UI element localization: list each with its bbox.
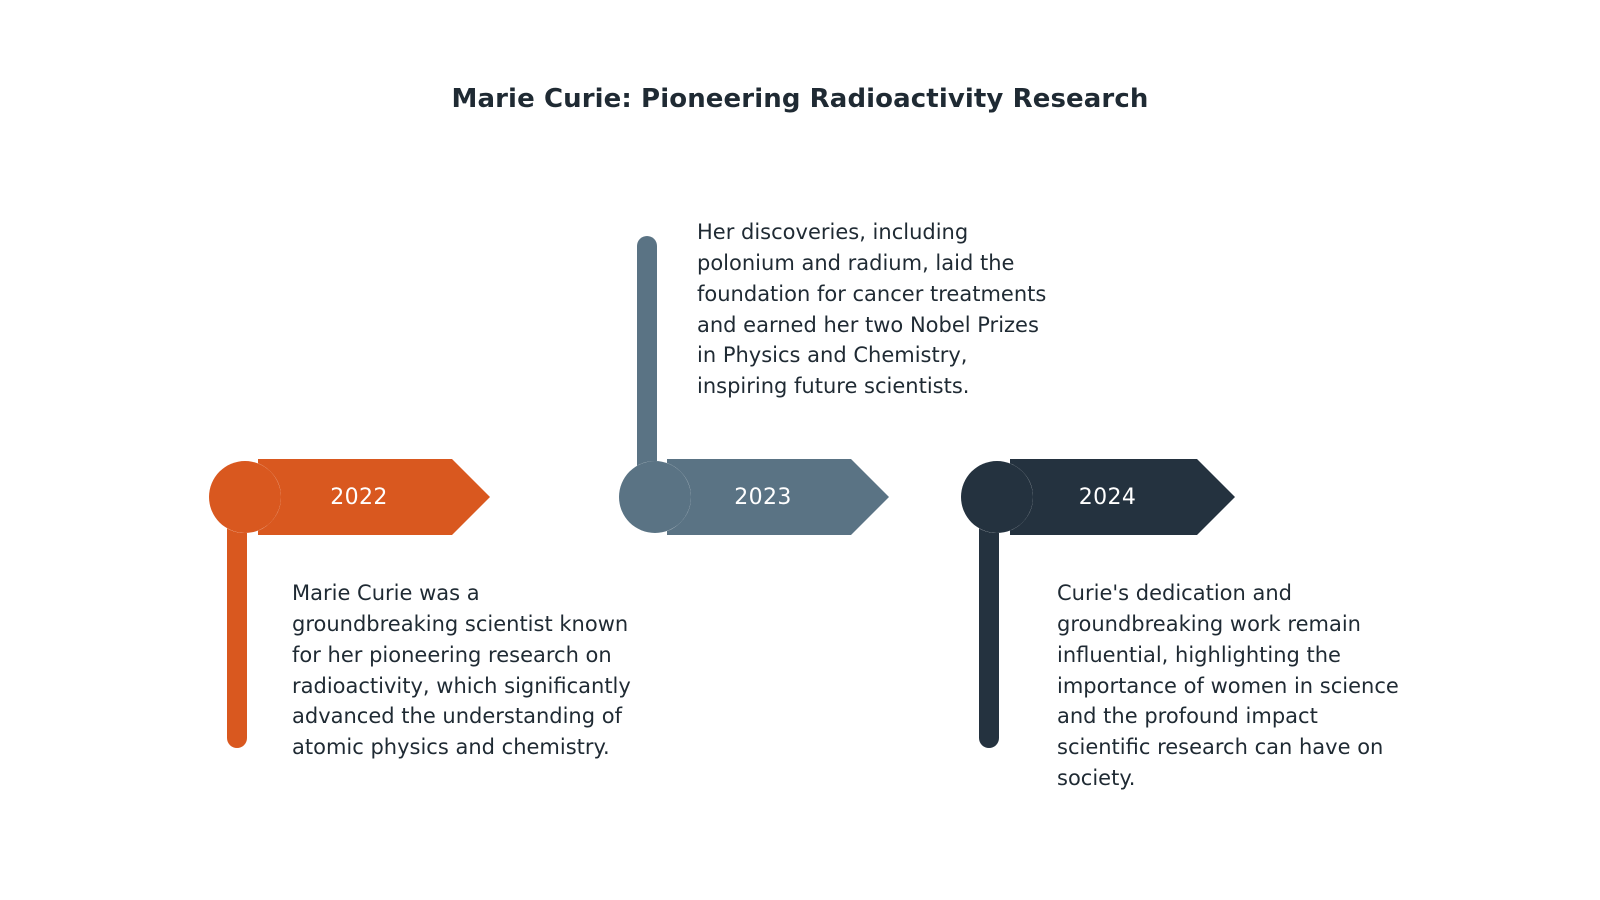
- timeline-year-2022: 2022: [330, 484, 388, 510]
- timeline-marker-2024: [961, 461, 1033, 533]
- timeline-year-2024: 2024: [1078, 484, 1137, 510]
- timeline-description-2023: Her discoveries, including polonium and radium, laid the foundation for cancer treatments and earned her two Nobel Prizes in Physics and Chemistry, inspiring future scientists.: [697, 220, 1047, 399]
- timeline-banner-2023[interactable]: [667, 459, 889, 535]
- page-title: Marie Curie: Pioneering Radioactivity Research: [451, 84, 1149, 114]
- circle-icon: [619, 461, 691, 533]
- circle-icon: [961, 461, 1033, 533]
- circle-icon: [209, 461, 281, 533]
- timeline-description-2022: Marie Curie was a groundbreaking scientist known for her pioneering research on radioactivity, which significantly advanced the understanding of atomic physics and chemistry.: [292, 581, 631, 760]
- timeline-marker-2022: [209, 461, 281, 533]
- timeline-year-2023: 2023: [734, 484, 792, 510]
- timeline-marker-2023: [619, 461, 691, 533]
- timeline-description-2024: Curie's dedication and groundbreaking work remain influential, highlighting the importance of women in science and the profound impact scientific research can have on society.: [1057, 581, 1399, 791]
- timeline-banner-2024[interactable]: [1010, 459, 1235, 535]
- timeline-stem-2023: [637, 236, 657, 496]
